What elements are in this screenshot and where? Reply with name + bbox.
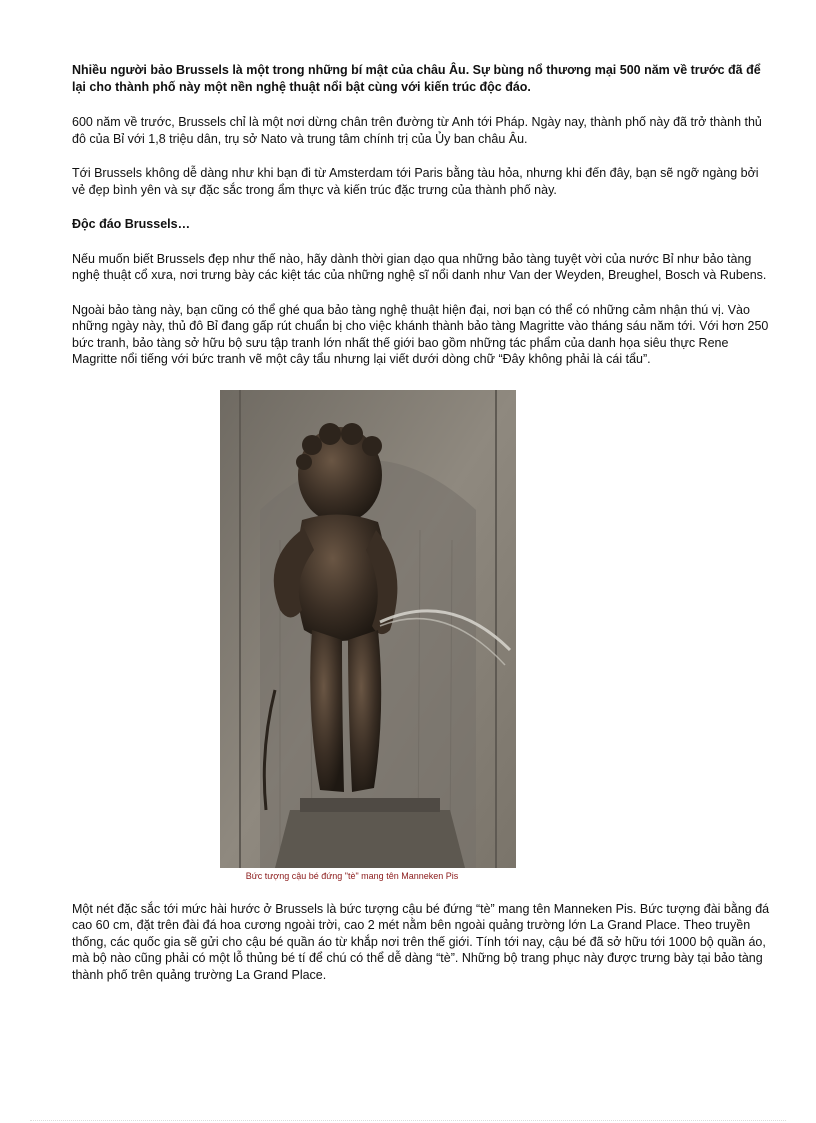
paragraph-museums: Nếu muốn biết Brussels đẹp như thế nào, hãy dành thời gian dạo qua những bảo tàng tuyệt vời của nước Bỉ như bảo tàng nghệ thuật cổ xưa, nơi trưng bày các kiệt tác của những nghệ sĩ nổi danh như Van der Weyden, Breughel, Bosch và Rubens. [72,251,767,282]
lead-paragraph: Nhiều người bảo Brussels là một trong những bí mật của châu Âu. Sự bùng nổ thương mại 500 năm về trước đã để lại cho thành phố này một nền nghệ thuật nổi bật cùng với kiến trúc độc đáo. [72,63,761,94]
statue-figure [72,390,772,881]
figure-caption: Bức tượng cậu bé đứng "tè" mang tên Manneken Pis [245,870,459,881]
document-page [72,62,772,983]
manneken-pis-photo [220,390,516,868]
paragraph-history: 600 năm về trước, Brussels chỉ là một nơi dừng chân trên đường từ Anh tới Pháp. Ngày nay, thành phố này đã trở thành thủ đô của Bỉ với 1,8 triệu dân, trụ sở Nato và trung tâm chính trị của Ủy ban châu Âu. [72,115,762,146]
section-heading: Độc đáo Brussels… [72,217,191,231]
page-footer-rule [30,1120,786,1121]
paragraph-manneken: Một nét đặc sắc tới mức hài hước ở Brussels là bức tượng cậu bé đứng “tè” mang tên Manneken Pis. Bức tượng đài bằng đá cao 60 cm, đặt trên đài đá hoa cương ngoài trời, cao 2 mét nằm bên ngoài quảng trường lớn La Grand Place. Theo truyền thống, các quốc gia sẽ gửi cho cậu bé quần áo từ khắp nơi trên thế giới. Tính tới nay, cậu bé đã sở hữu tới 1000 bộ quần áo, mà bộ nào cũng phải có một lỗ thủng bé tí để chú có thể dễ dàng “tè”. Những bộ trang phục này được trưng bày tại bảo tàng thành phố trên quảng trường La Grand Place. [72,901,770,982]
paragraph-magritte: Ngoài bảo tàng này, bạn cũng có thể ghé qua bảo tàng nghệ thuật hiện đại, nơi bạn có thể có những cảm nhận thú vị. Vào những ngày này, thủ đô Bỉ đang gấp rút chuẩn bị cho việc khánh thành bảo tàng Magritte vào tháng sáu năm tới. Với hơn 250 bức tranh, bảo tàng sở hữu bộ sưu tập tranh lớn nhất thế giới bao gồm những tác phẩm của danh họa siêu thực Rene Magritte nổi tiếng với bức tranh vẽ một cây tẩu nhưng lại viết dưới dòng chữ “Đây không phải là cái tẩu”. [72,302,769,366]
paragraph-travel: Tới Brussels không dễ dàng như khi bạn đi từ Amsterdam tới Paris bằng tàu hỏa, nhưng khi đến đây, bạn sẽ ngỡ ngàng bởi vẻ đẹp bình yên và sự đặc sắc trong ẩm thực và kiến trúc đặc trưng của thành phố này. [72,166,759,197]
